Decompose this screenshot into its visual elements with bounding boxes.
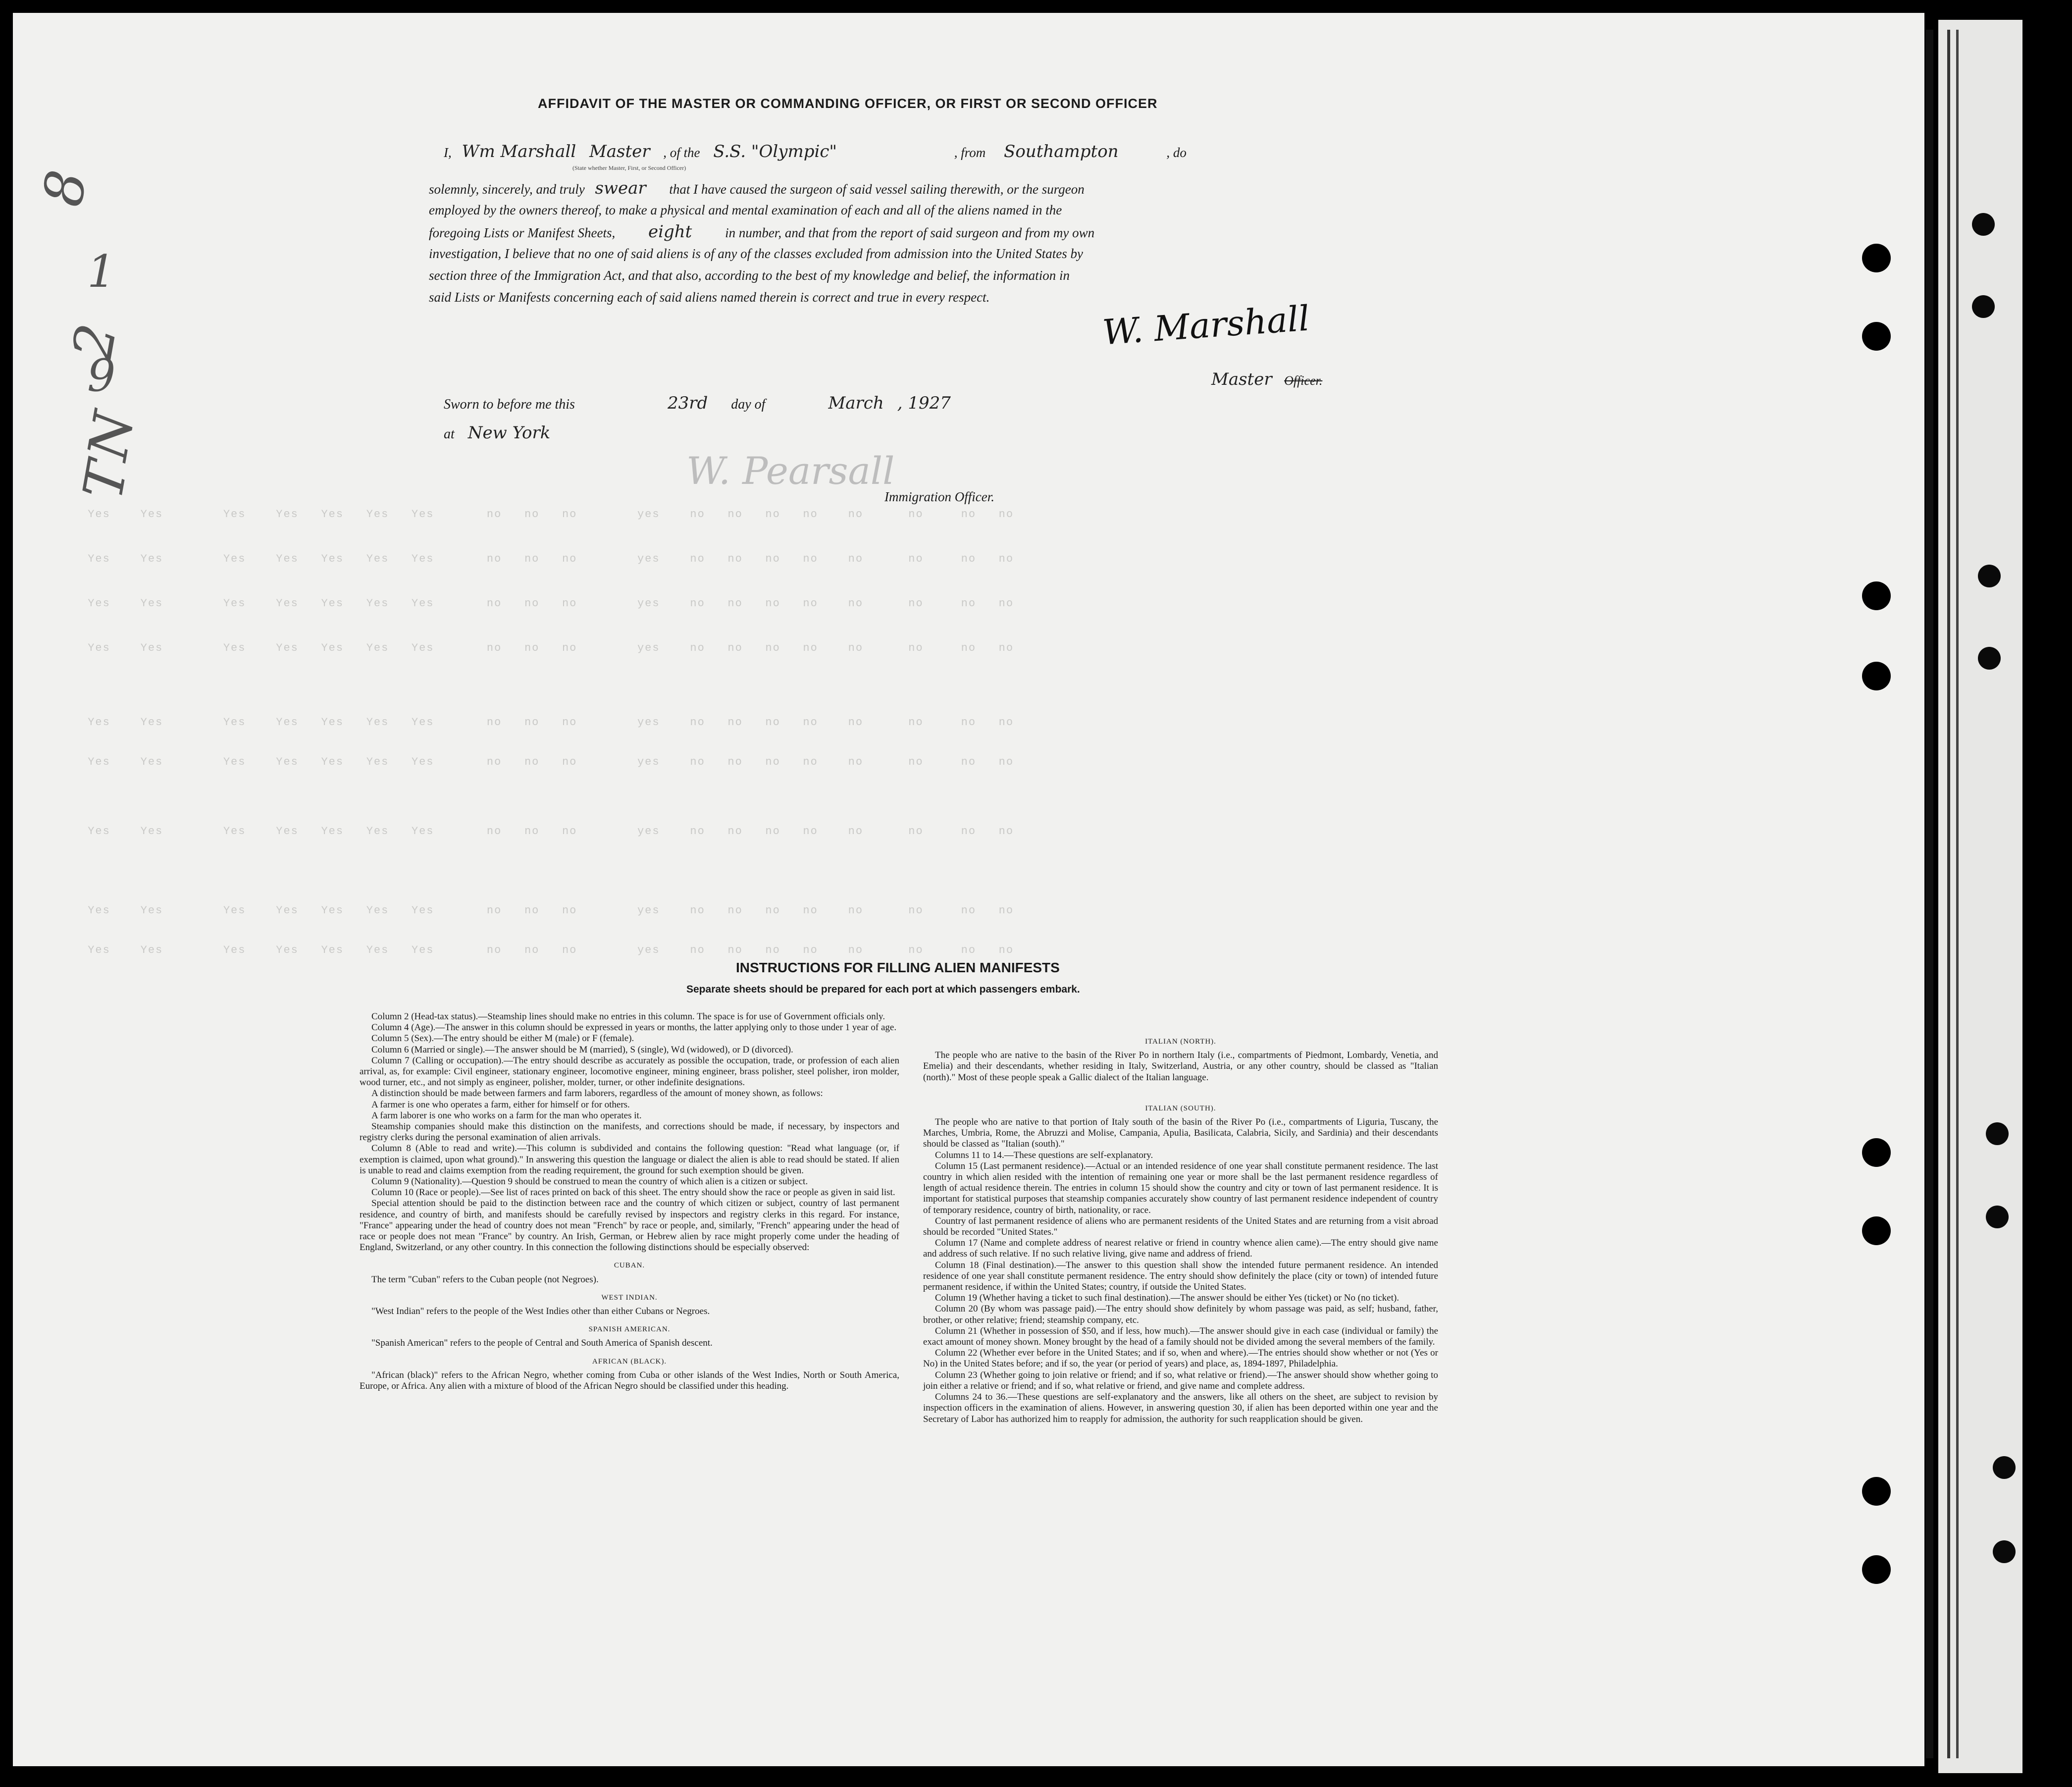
punch-hole bbox=[1978, 647, 2001, 670]
instruction-paragraph: Columns 24 to 36.—These questions are self-explanatory and the answers, like all others on the sheet, are subject to revision by inspection officers in the examination of aliens. However, in answering question 30, if alien has been deported within one year and the Secretary of Labor has authorized him to reapply for admission, the authority for such reapplication should be given. bbox=[923, 1392, 1438, 1424]
instructions-column-left bbox=[360, 1011, 899, 1392]
instruction-paragraph: Special attention should be paid to the distinction between race and the country of which citizen or subject, country of last permanent residence, and country of birth, and manifests should be carefully revised by inspectors and registry clerks in this regard. For instance, "France" appearing under the head of country does not mean "French" by race or people, and, similarly, "French" appearing under the head of race or people does not mean "France" by country. An Irish, German, or Hebrew alien by race might properly come under the heading of England, Switzerland, or any other country. In this connection the following distinctions should be especially observed: bbox=[360, 1198, 899, 1253]
instruction-paragraph: Column 4 (Age).—The answer in this column should be expressed in years or months, the latter applying only to those under 1 year of age. bbox=[371, 1022, 897, 1033]
punch-hole bbox=[1862, 1216, 1891, 1245]
bleed-through-row: Yes Yes Yes Yes Yes Yes Yes no no no yes no no no no no no no no bbox=[43, 904, 1014, 917]
section-text: "West Indian" refers to the people of the West Indies other than either Cubans or Negroes. bbox=[371, 1306, 710, 1317]
sworn-place: New York bbox=[467, 423, 551, 443]
bleed-through-row: Yes Yes Yes Yes Yes Yes Yes no no no yes no no no no no no no no bbox=[43, 716, 1014, 729]
bleed-through-row: Yes Yes Yes Yes Yes Yes Yes no no no yes no no no no no no no no bbox=[43, 553, 1014, 565]
margin-mark: T bbox=[71, 457, 140, 504]
instruction-paragraph: Column 20 (By whom was passage paid).—The entry should show definitely by whom passage was paid, as self; husband, father, brother, or other relative; friend; steamship company, etc. bbox=[923, 1304, 1438, 1325]
adjacent-page-strip bbox=[1938, 20, 2022, 1773]
punch-hole bbox=[1986, 1122, 2009, 1145]
instruction-paragraph: Columns 11 to 14.—These questions are self-explanatory. bbox=[935, 1150, 1153, 1160]
margin-mark: 8 bbox=[30, 165, 100, 211]
affidavit-line: employed by the owners thereof, to make a physical and mental examination of each and all of the aliens named in the bbox=[429, 203, 1062, 217]
master-signature: W. Marshall bbox=[1101, 298, 1311, 353]
section-text: "Spanish American" refers to the people of Central and South America of Spanish descent. bbox=[371, 1338, 713, 1349]
instruction-paragraph: Column 9 (Nationality).—Question 9 should be construed to mean the country of which alien is a citizen or subject. bbox=[371, 1176, 808, 1187]
affidavit-line: section three of the Immigration Act, and that also, according to the best of my knowledge and belief, the information in bbox=[429, 268, 1070, 283]
affidavit-title: AFFIDAVIT OF THE MASTER OR COMMANDING OFFICER, OR FIRST OR SECOND OFFICER bbox=[538, 96, 1158, 111]
punch-hole bbox=[1862, 1138, 1891, 1167]
ship-name: S.S. "Olympic" bbox=[713, 142, 837, 161]
instruction-paragraph: A farmer is one who operates a farm, either for himself or for others. bbox=[371, 1099, 630, 1110]
sworn-line: Sworn to before me this 23rd day of March , 1927 bbox=[444, 393, 951, 413]
sworn-place-line: at New York bbox=[444, 423, 551, 443]
sworn-day: 23rd bbox=[667, 393, 708, 413]
instructions-column-right bbox=[923, 1029, 1438, 1425]
instruction-paragraph: Column 18 (Final destination).—The answer to this question shall show the intended future permanent residence. An intended residence of one year shall constitute permanent residence. The entry should show definitely the place (city or town) of intended future permanent residence, if within the United States; country, if outside the United States. bbox=[923, 1260, 1438, 1293]
instructions-title: INSTRUCTIONS FOR FILLING ALIEN MANIFESTS bbox=[736, 960, 1060, 975]
bleed-through-row: Yes Yes Yes Yes Yes Yes Yes no no no yes no no no no no no no no bbox=[43, 597, 1014, 610]
instruction-paragraph: Steamship companies should make this distinction on the manifests, and corrections should be made, if necessary, by inspectors and registry clerks during the personal examination of alien arrivals. bbox=[360, 1121, 899, 1143]
master-signature-title: Master Officer. bbox=[1211, 369, 1323, 389]
instruction-paragraph: Country of last permanent residence of aliens who are permanent residents of the United States and are returning from a visit abroad should be recorded "United States." bbox=[923, 1215, 1438, 1238]
punch-hole bbox=[1986, 1206, 2009, 1228]
sheet-count: eight bbox=[648, 222, 692, 242]
punch-hole bbox=[1862, 322, 1891, 351]
instruction-paragraph: Column 23 (Whether going to join relative or friend; and if so, what relative or friend).—The answer should show whether going to join either a relative or friend; and if so, what relative or friend, and give name and complete address. bbox=[923, 1369, 1438, 1391]
bleed-through-row: Yes Yes Yes Yes Yes Yes Yes no no no yes no no no no no no no no bbox=[43, 642, 1014, 654]
section-heading: CUBAN. bbox=[614, 1261, 645, 1270]
punch-hole bbox=[1862, 581, 1891, 610]
punch-hole bbox=[1978, 565, 2001, 587]
punch-hole bbox=[1993, 1540, 2016, 1563]
port-name: Southampton bbox=[1004, 142, 1119, 161]
affidavit-line: solemnly, sincerely, and truly swear that I have caused the surgeon of said vessel sailing therewith, or the surgeon bbox=[429, 178, 1085, 198]
instruction-paragraph: Column 21 (Whether in possession of $50, and if less, how much).—The answer should give in each case (individual or family) the exact amount of money shown. Money brought by the head of a family should not be divided among the several members of the family. bbox=[923, 1325, 1438, 1348]
affidavit-line: foregoing Lists or Manifest Sheets, eight in number, and that from the report of said surgeon and from my own bbox=[429, 222, 1095, 242]
section-text: "African (black)" refers to the African Negro, whether coming from Cuba or other islands of the West Indies, North or South America, Europe, or Africa. Any alien with a mixture of blood of the African Negro should be classified under this heading. bbox=[360, 1369, 899, 1392]
sworn-year: , 1927 bbox=[897, 393, 951, 413]
immigration-officer-title: Immigration Officer. bbox=[884, 489, 994, 504]
bleed-through-row: Yes Yes Yes Yes Yes Yes Yes no no no yes no no no no no no no no bbox=[43, 825, 1014, 838]
section-text: The term "Cuban" refers to the Cuban people (not Negroes). bbox=[371, 1274, 599, 1285]
margin-mark: 2 bbox=[60, 319, 129, 365]
section-heading: WEST INDIAN. bbox=[601, 1293, 658, 1302]
instruction-paragraph: Column 2 (Head-tax status).—Steamship lines should make no entries in this column. The space is for use of Government officials only. bbox=[371, 1011, 885, 1022]
instruction-paragraph: A farm laborer is one who works on a farm for the man who operates it. bbox=[371, 1110, 642, 1121]
instructions-subtitle: Separate sheets should be prepared for each port at which passengers embark. bbox=[686, 984, 1080, 995]
manifest-page bbox=[13, 13, 1924, 1766]
punch-hole bbox=[1862, 244, 1891, 272]
bleed-through-row: Yes Yes Yes Yes Yes Yes Yes no no no yes no no no no no no no no bbox=[43, 756, 1014, 768]
punch-hole bbox=[1972, 295, 1995, 318]
sworn-month: March bbox=[828, 393, 884, 413]
punch-hole bbox=[1972, 213, 1995, 236]
instruction-paragraph: Column 19 (Whether having a ticket to such final destination).—The answer should be either Yes (ticket) or No (no ticket). bbox=[935, 1293, 1399, 1304]
section-heading: SPANISH AMERICAN. bbox=[588, 1325, 671, 1334]
bleed-through-row: Yes Yes Yes Yes Yes Yes Yes no no no yes no no no no no no no no bbox=[43, 944, 1014, 956]
instruction-paragraph: A distinction should be made between farmers and farm laborers, regardless of the amount of money shown, as follows: bbox=[371, 1088, 823, 1099]
punch-hole bbox=[1993, 1456, 2016, 1479]
affidavit-line: I, Wm Marshall Master , of the S.S. "Olympic" , from Southampton , do bbox=[444, 142, 1187, 161]
oath-word: swear bbox=[595, 178, 646, 198]
margin-mark: N bbox=[75, 407, 147, 465]
section-heading: AFRICAN (BLACK). bbox=[592, 1357, 667, 1366]
master-name: Wm Marshall bbox=[462, 142, 576, 161]
instruction-paragraph: Column 7 (Calling or occupation).—The entry should describe as accurately as possible the occupation, trade, or profession of each alien arrival, as, for example: Civil engineer, stationary engineer, locomotive engineer, mining engineer, brass polisher, steel polisher, iron molder, wood turner, etc., and not simply as engineer, polisher, molder, turner, or other indefinite designations. bbox=[360, 1055, 899, 1088]
instruction-paragraph: Column 15 (Last permanent residence).—Actual or an intended residence of one year shall constitute permanent residence. The last country in which alien resided with the intention of remaining one year or more shall be the last permanent residence regardless of length of actual residence therein. The entries in column 15 should show the country and city or town of last permanent residence. It is important for statistical purposes that steamship companies accurately show country of last permanent residence independent of country of temporary residence, country of birth, nationality, or race. bbox=[923, 1160, 1438, 1215]
immigration-officer-signature: W. Pearsall bbox=[686, 449, 895, 493]
section-heading: ITALIAN (SOUTH). bbox=[1145, 1104, 1216, 1112]
bleed-through-row: Yes Yes Yes Yes Yes Yes Yes no no no yes no no no no no no no no bbox=[43, 508, 1014, 521]
instruction-paragraph: Column 10 (Race or people).—See list of races printed on back of this sheet. The entry should show the race or people as given in said list. bbox=[371, 1187, 895, 1198]
instruction-paragraph: Column 22 (Whether ever before in the United States; and if so, when and where).—The entries should show whether or not (Yes or No) in the United States before; and if so, the year (or period of years) and place, as, 1894-1897, Philadelphia. bbox=[923, 1348, 1438, 1369]
page-edge bbox=[1947, 30, 1950, 1758]
punch-hole bbox=[1862, 1555, 1891, 1584]
instruction-paragraph: Column 5 (Sex).—The entry should be either M (male) or F (female). bbox=[371, 1033, 634, 1044]
margin-mark: 9 bbox=[87, 350, 116, 402]
rank-note: (State whether Master, First, or Second Officer) bbox=[572, 164, 686, 171]
section-text: The people who are native to the basin of the River Po in northern Italy (i.e., compartments of Piedmont, Lombardy, Venetia, and Emelia) and their descendants, whether residing in Italy, Switzerland, Austria, or any other country, should be classed as "Italian (north)." Most of these people speak a Gallic dialect of the Italian language. bbox=[923, 1050, 1438, 1083]
margin-mark: 1 bbox=[87, 246, 116, 298]
instruction-paragraph: Column 17 (Name and complete address of nearest relative or friend in country whence alien came).—The entry should give name and address of such relative. If no such relative living, give name and address of friend. bbox=[923, 1238, 1438, 1260]
page-edge bbox=[1925, 30, 1933, 1758]
punch-hole bbox=[1862, 1477, 1891, 1506]
affidavit-line: said Lists or Manifests concerning each of said aliens named therein is correct and true in every respect. bbox=[429, 290, 990, 305]
master-rank: Master bbox=[589, 142, 650, 161]
instruction-paragraph: Column 8 (Able to read and write).—This column is subdivided and contains the following question: "Read what language (or, if exemption is claimed, upon what ground)." In answering this question the language or dialect the alien is able to read should be stated. If alien is unable to read and claims exemption from the reading requirement, the ground for such exemption should be given. bbox=[360, 1143, 899, 1176]
section-text: The people who are native to that portion of Italy south of the basin of the River Po (i.e., compartments of Liguria, Tuscany, the Marches, Umbria, Rome, the Abruzzi and Molise, Campania, Apulia, Basilicata, Calabria, Sicily, and Sardinia) and their descendants should be classed as "Italian (south)." bbox=[923, 1117, 1438, 1150]
affidavit-line: investigation, I believe that no one of said aliens is of any of the classes excluded from admission into the United States by bbox=[429, 246, 1084, 261]
instruction-paragraph: Column 6 (Married or single).—The answer should be M (married), S (single), Wd (widowed), or D (divorced). bbox=[371, 1044, 793, 1055]
punch-hole bbox=[1862, 662, 1891, 690]
section-heading: ITALIAN (NORTH). bbox=[1145, 1038, 1216, 1046]
page-edge bbox=[1956, 30, 1959, 1758]
